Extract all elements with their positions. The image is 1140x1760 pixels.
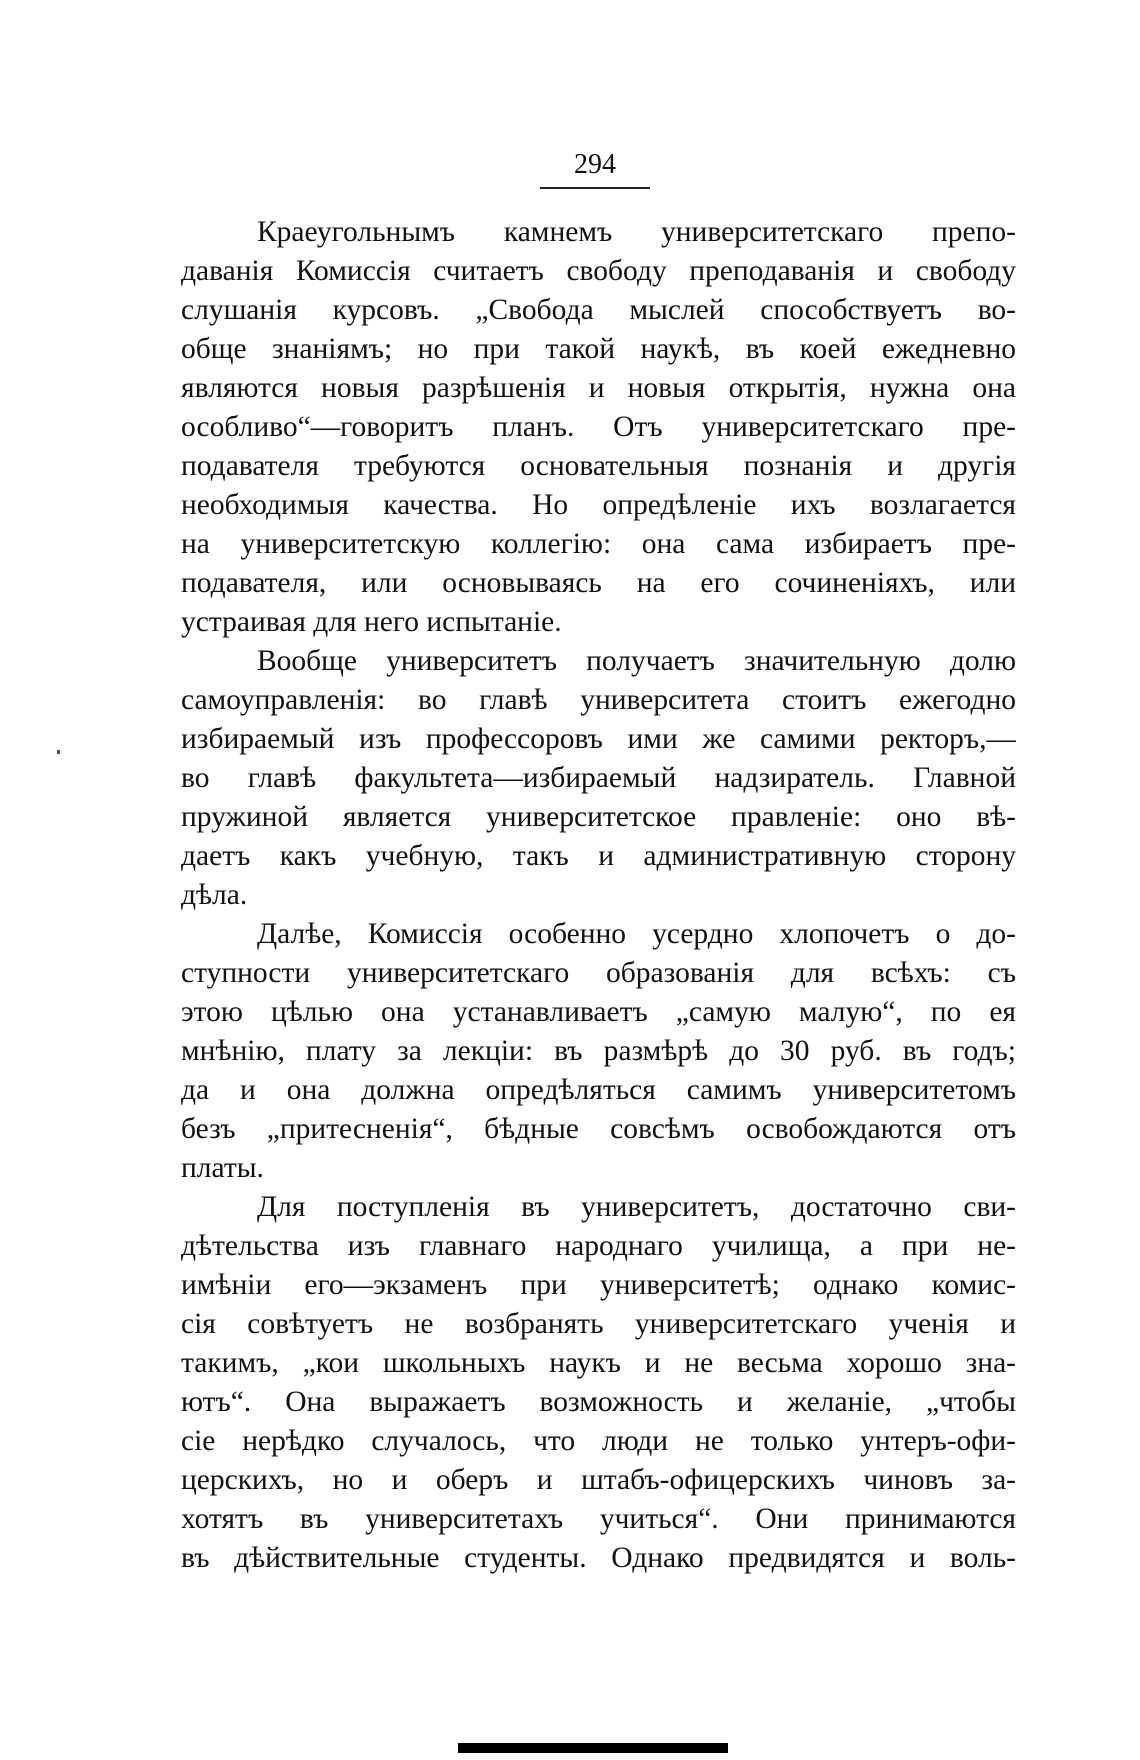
text-line: слушанія курсовъ. „Свобода мыслей способствуетъ во- — [181, 294, 1016, 326]
text-line: церскихъ, но и оберъ и штабъ-офицерскихъ чиновъ за- — [181, 1464, 1016, 1496]
text-line: мнѣнію, плату за лекціи: въ размѣрѣ до 30 руб. въ годъ; — [181, 1035, 1016, 1067]
text-line: подавателя требуются основательныя познанія и другія — [181, 450, 1016, 482]
text-line: Далѣе, Комиссія особенно усердно хлопочетъ о до- — [257, 918, 1016, 950]
scan-speck — [57, 750, 60, 754]
page-number-rule — [540, 187, 650, 189]
text-line: устраивая для него испытаніе. — [181, 606, 562, 638]
text-line: такимъ, „кои школьныхъ наукъ и не весьма хорошо зна- — [181, 1347, 1016, 1379]
text-line: имѣніи его—экзаменъ при университетѣ; однако комис- — [181, 1269, 1016, 1301]
text-line: Вообще университетъ получаетъ значительную долю — [257, 645, 1016, 677]
text-line: особливо“—говоритъ планъ. Отъ университетскаго пре- — [181, 411, 1016, 443]
paragraph-4 — [181, 1188, 1016, 1578]
text-line: этою цѣлью она устанавливаетъ „самую малую“, по ея — [181, 996, 1016, 1028]
text-line: дѣла. — [181, 879, 248, 911]
page-number: 294 — [574, 149, 616, 180]
text-line: въ дѣйствительные студенты. Однако предвидятся и воль- — [181, 1542, 1016, 1574]
text-line: обще знаніямъ; но при такой наукѣ, въ коей ежедневно — [181, 333, 1016, 365]
paragraph-3 — [181, 915, 1016, 1188]
text-line: даетъ какъ учебную, такъ и административную сторону — [181, 840, 1016, 872]
text-line: подавателя, или основываясь на его сочиненіяхъ, или — [181, 567, 1016, 599]
text-line: да и она должна опредѣляться самимъ университетомъ — [181, 1074, 1016, 1106]
bottom-scan-bar — [458, 1743, 728, 1753]
text-line: безъ „притесненія“, бѣдные совсѣмъ освобождаются отъ — [181, 1113, 1016, 1145]
paragraph-1 — [181, 213, 1016, 642]
text-line: Для поступленія въ университетъ, достаточно сви- — [257, 1191, 1016, 1223]
text-line: дѣтельства изъ главнаго народнаго училища, а при не- — [181, 1230, 1016, 1262]
text-line: являются новыя разрѣшенія и новыя открытія, нужна она — [181, 372, 1016, 404]
text-line: во главѣ факультета—избираемый надзиратель. Главной — [181, 762, 1016, 794]
text-line: избираемый изъ профессоровъ ими же самими ректоръ,— — [181, 723, 1016, 755]
text-line: платы. — [181, 1152, 264, 1184]
text-line: сіе нерѣдко случалось, что люди не только унтеръ-офи- — [181, 1425, 1016, 1457]
text-line: хотятъ въ университетахъ учиться“. Они принимаются — [181, 1503, 1016, 1535]
text-line: даванія Комиссія считаетъ свободу преподаванія и свободу — [181, 255, 1016, 287]
text-line: пружиной является университетское правленіе: оно вѣ- — [181, 801, 1016, 833]
text-line: на университетскую коллегію: она сама избираетъ пре- — [181, 528, 1016, 560]
text-line: сія совѣтуетъ не возбранять университетскаго ученія и — [181, 1308, 1016, 1340]
text-line: самоуправленія: во главѣ университета стоитъ ежегодно — [181, 684, 1016, 716]
body-text — [181, 213, 1016, 1578]
text-line: ступности университетскаго образованія для всѣхъ: съ — [181, 957, 1016, 989]
text-line: Краеугольнымъ камнемъ университетскаго препо- — [257, 216, 1016, 248]
text-line: необходимыя качества. Но опредѣленіе ихъ возлагается — [181, 489, 1016, 521]
paragraph-2 — [181, 642, 1016, 915]
text-line: ютъ“. Она выражаетъ возможность и желаніе, „чтобы — [181, 1386, 1016, 1418]
